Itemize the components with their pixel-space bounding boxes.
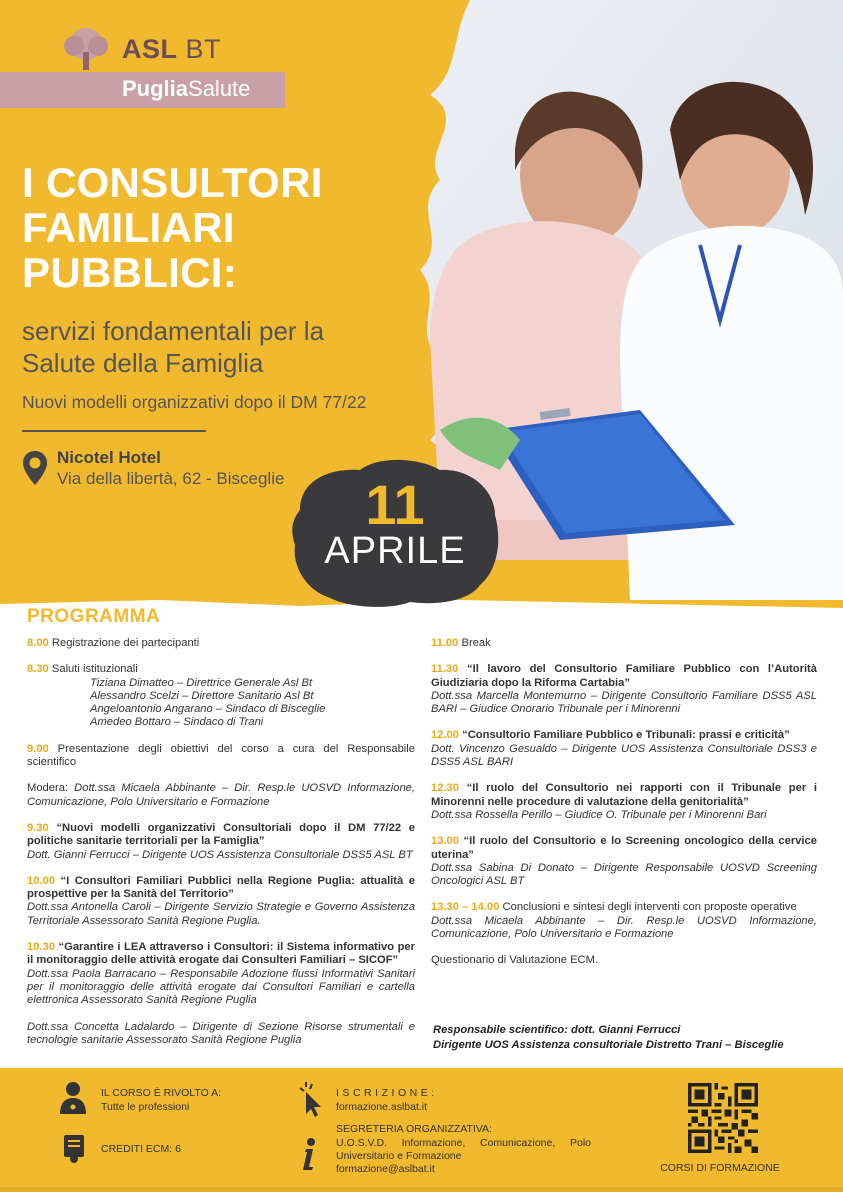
program-item: 12.30 “Il ruolo del Consultorio nei rapporti con il Tribunale per i Minorenni nelle procedure di valutazione della genitorialità” Dott.ssa Rossella Perillo – Giudice O. Tribunale per i Minorenni Bari bbox=[431, 782, 817, 821]
venue-address: Via della libertà, 62 - Bisceglie bbox=[57, 469, 285, 488]
program-item: 12.00 “Consultorio Familiare Pubblico e Tribunali: prassi e criticità” Dott. Vincenzo Gesualdo – Dirigente UOS Assistenza Consultoriale DSS3 e DSS5 ASL BARI bbox=[431, 729, 817, 769]
location-pin-icon bbox=[22, 450, 48, 486]
certificate-icon bbox=[62, 1134, 86, 1164]
program-heading: PROGRAMMA bbox=[27, 606, 161, 627]
organizer-email[interactable]: formazione@aslbat.it bbox=[336, 1163, 435, 1175]
org-logo-text: ASL BT bbox=[122, 34, 222, 64]
program-item: 11.30 “Il lavoro del Consultorio Familiare Pubblico con l’Autorità Giudiziaria dopo la Riforma Cartabia” Dott.ssa Marcella Montemurno – Dirigente Consultorio Familiare DSS5 ASL BARI – Giudice Onorario Tribunale per i Minorenni bbox=[431, 663, 817, 716]
venue-name: Nicotel Hotel bbox=[57, 448, 161, 467]
program-item: 10.30 “Garantire i LEA attraverso i Consultori: il Sistema informativo per il monitoraggio delle attività erogate dai Consulteri Familiari – SICOF” Dott.ssa Paola Barracano – Responsabile Adozione flussi Informativi Sanitari per il monitoraggio delle attività erogate dai Consultori Familiari e cartella elettronica Assessorato Sanità Regione Puglia bbox=[27, 941, 415, 1007]
tree-logo-icon bbox=[58, 26, 114, 70]
event-title: I CONSULTORI FAMILIARI PUBBLICI: bbox=[22, 159, 323, 296]
qr-code-icon[interactable] bbox=[688, 1083, 758, 1153]
event-subtitle: servizi fondamentali per la Salute della Famiglia bbox=[22, 316, 325, 378]
cursor-click-icon bbox=[296, 1082, 324, 1118]
program-left-column bbox=[27, 637, 415, 1060]
organizer-label: SEGRETERIA ORGANIZZATIVA: bbox=[336, 1123, 492, 1135]
qr-code-label: CORSI DI FORMAZIONE bbox=[660, 1162, 780, 1174]
program-item: 10.00 “I Consultori Familiari Pubblici nella Regione Puglia: attualità e prospettive per la Sanità del Territorio” Dott.ssa Antonella Caroli – Dirigente Servizio Strategie e Governo Assistenza Territoriale Assessorato Sanità Regione Puglia. bbox=[27, 874, 415, 927]
brand-subtitle: PugliaSalute bbox=[122, 76, 251, 101]
program-item: 13.00 “Il ruolo del Consultorio e lo Screening oncologico della cervice uterina” Dott.ssa Sabina Di Donato – Dirigente Responsabile UOSVD Screening Oncologici ASL BT bbox=[431, 835, 817, 888]
target-label: IL CORSO È RIVOLTO A: bbox=[101, 1087, 222, 1099]
program-item: 11.00 Break bbox=[431, 637, 491, 649]
registration-label: I S C R I Z I O N E : bbox=[336, 1087, 435, 1099]
moderator: Modera: Dott.ssa Micaela Abbinante – Dir. Resp.le UOSVD Informazione, Comunicazione, Polo Universitario e Formazione bbox=[27, 782, 415, 808]
ecm-credits: CREDITI ECM: 6 bbox=[101, 1143, 181, 1155]
program-item: 13.30 – 14.00 Conclusioni e sintesi degli interventi con proposte operative Dott.ssa Micaela Abbinante – Dir. Resp.le UOSVD Informazione, Comunicazione, Polo Universitario e Formazione bbox=[431, 901, 817, 941]
program-right-column bbox=[431, 637, 817, 981]
program-item: 9.00 Presentazione degli obiettivi del corso a cura del Responsabile scientifico bbox=[27, 742, 415, 769]
program-item: 8.00 Registrazione dei partecipanti bbox=[27, 637, 200, 649]
divider bbox=[22, 430, 206, 432]
event-date-month: APRILE bbox=[324, 530, 466, 572]
program-speaker: Dott.ssa Concetta Ladalardo – Dirigente di Sezione Risorse strumentali e tecnologie sanitarie Assessorato Sanità Regione Puglia bbox=[27, 1020, 415, 1046]
program-item: 9.30 “Nuovi modelli organizzativi Consultoriali dopo il DM 77/22 e politiche sanitarie territoriali per la Famiglia” Dott. Gianni Ferrucci – Dirigente UOS Assistenza Consultoriale DSS5 ASL BT bbox=[27, 821, 415, 861]
event-date-day: 11 bbox=[365, 473, 425, 536]
program-item: 8.30 Saluti istituzionali Tiziana Dimatteo – Direttrice Generale Asl Bt Alessandro Scelzi – Direttore Sanitario Asl Bt Angeloantonio Angarano – Sindaco di Bisceglie Amedeo Bottaro – Sindaco di Trani bbox=[27, 663, 326, 729]
registration-link[interactable]: formazione.aslbat.it bbox=[336, 1101, 428, 1113]
program-item: Questionario di Valutazione ECM. bbox=[431, 954, 599, 967]
organizer-value: U.O.S.V.D. Informazione, Comunicazione, Polo Universitario e Formazione bbox=[336, 1137, 591, 1162]
info-icon bbox=[300, 1137, 318, 1171]
doctor-icon bbox=[58, 1080, 88, 1116]
scientific-lead: Responsabile scientifico: dott. Gianni Ferrucci Dirigente UOS Assistenza consultoriale Distretto Trani – Bisceglie bbox=[433, 1024, 784, 1051]
target-value: Tutte le professioni bbox=[101, 1101, 190, 1113]
event-tagline: Nuovi modelli organizzativi dopo il DM 77/22 bbox=[22, 392, 367, 412]
